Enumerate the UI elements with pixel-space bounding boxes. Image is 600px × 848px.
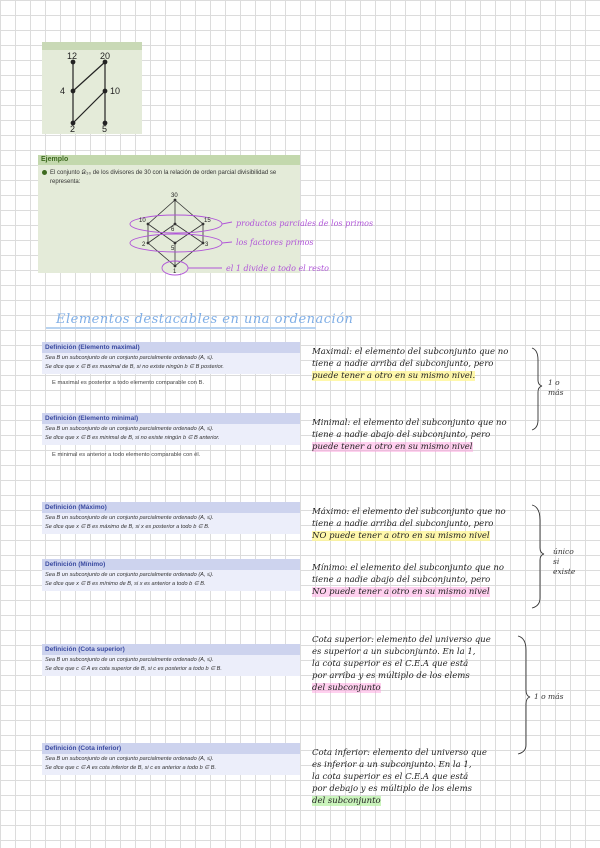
def-line: Sea B un subconjunto de un conjunto parcialmente ordenado (A, ≤). xyxy=(45,355,214,361)
def-line: Se dice que c ∈ A es cota superior de B, si c es posterior a todo b ∈ B. xyxy=(45,666,222,672)
def-line: Se dice que x ∈ B es minimal de B, si no existe ningún b ∈ B anterior. xyxy=(45,435,220,441)
hasse-label-20: 20 xyxy=(100,51,111,61)
def-title: Definición (Máximo) xyxy=(42,502,300,513)
side-note-unico: único si existe xyxy=(553,547,576,576)
hasse-label-2: 2 xyxy=(70,124,76,134)
example-text: El conjunto 𝒟₃₀ de los divisores de 30 con la relación de orden parcial divisibilidad se representa: xyxy=(50,170,277,185)
div-label-3: 3 xyxy=(205,242,209,248)
hw-cota-inferior: Cota inferior: elemento del universo que es inferior a un subconjunto. En la 1, la cota superior es el C.E.A que está por debajo y es múltiplo de los elems del subconjunto xyxy=(312,748,487,806)
div-label-30: 30 xyxy=(171,193,178,199)
side-note-uno-o-mas-1: 1 o más xyxy=(548,378,564,397)
side-note-uno-o-mas-2: 1 o más xyxy=(534,692,564,701)
def-line: Sea B un subconjunto de un conjunto parcialmente ordenado (A, ≤). xyxy=(45,657,214,663)
div-label-15: 15 xyxy=(204,218,211,224)
div-label-2: 2 xyxy=(142,242,146,248)
note-maximal: E maximal es posterior a todo elemento comparable con B. xyxy=(52,380,205,386)
hw-maximo: Máximo: el elemento del subconjunto que no tiene a nadie arriba del subconjunto, pero NO puede tener a otro en su mismo nivel xyxy=(312,507,506,541)
hasse-label-12: 12 xyxy=(67,51,78,61)
def-title: Definición (Cota superior) xyxy=(42,644,300,655)
example-title: Ejemplo xyxy=(41,156,69,163)
annotation-one: el 1 divide a todo el resto xyxy=(226,264,329,273)
hasse-label-10: 10 xyxy=(110,86,121,96)
hasse-label-4: 4 xyxy=(60,86,66,96)
def-title: Definición (Elemento minimal) xyxy=(42,413,300,424)
note-minimal: E minimal es anterior a todo elemento comparable con él. xyxy=(52,452,201,458)
def-line: Se dice que x ∈ B es mínimo de B, si x es anterior a todo b ∈ B. xyxy=(45,581,206,587)
hw-minimal: Minimal: el elemento del subconjunto que no tiene a nadie abajo del subconjunto, pero puede tener a otro en su mismo nivel xyxy=(312,418,507,452)
def-title: Definición (Mínimo) xyxy=(42,559,300,570)
hasse-label-5: 5 xyxy=(102,124,108,134)
def-line: Se dice que c ∈ A es cota inferior de B, si c es anterior a todo b ∈ B. xyxy=(45,765,217,771)
def-title: Definición (Cota inferior) xyxy=(42,743,300,754)
def-line: Sea B un subconjunto de un conjunto parcialmente ordenado (A, ≤). xyxy=(45,572,214,578)
def-line: Sea B un subconjunto de un conjunto parcialmente ordenado (A, ≤). xyxy=(45,515,214,521)
hw-minimo: Mínimo: el elemento del subconjunto que no tiene a nadie abajo del subconjunto, pero NO puede tener a otro en su mismo nivel xyxy=(312,563,504,597)
annotation-primes: los factores primos xyxy=(236,238,314,247)
def-line: Sea B un subconjunto de un conjunto parcialmente ordenado (A, ≤). xyxy=(45,756,214,762)
def-line: Se dice que x ∈ B es máximo de B, si x es posterior a todo b ∈ B. xyxy=(45,524,210,530)
def-line: Sea B un subconjunto de un conjunto parcialmente ordenado (A, ≤). xyxy=(45,426,214,432)
def-title: Definición (Elemento maximal) xyxy=(42,342,300,353)
section-title: Elementos destacables en una ordenación xyxy=(56,312,354,327)
div-label-10: 10 xyxy=(139,218,146,224)
div-label-6: 6 xyxy=(171,227,175,233)
div-label-1: 1 xyxy=(173,269,177,275)
hw-cota-superior: Cota superior: elemento del universo que es superior a un subconjunto. En la 1, la cota superior es el C.E.A que está por arriba y es múltiplo de los elems del subconjunto xyxy=(312,635,491,693)
def-line: Se dice que x ∈ B es maximal de B, si no existe ningún b ∈ B posterior. xyxy=(45,364,224,370)
hw-maximal: Maximal: el elemento del subconjunto que no tiene a nadie arriba del subconjunto, pero puede tener a otro en su mismo nivel. xyxy=(312,347,509,381)
div-label-5: 5 xyxy=(171,246,175,252)
annotation-products: productos parciales de los primos xyxy=(236,219,374,228)
